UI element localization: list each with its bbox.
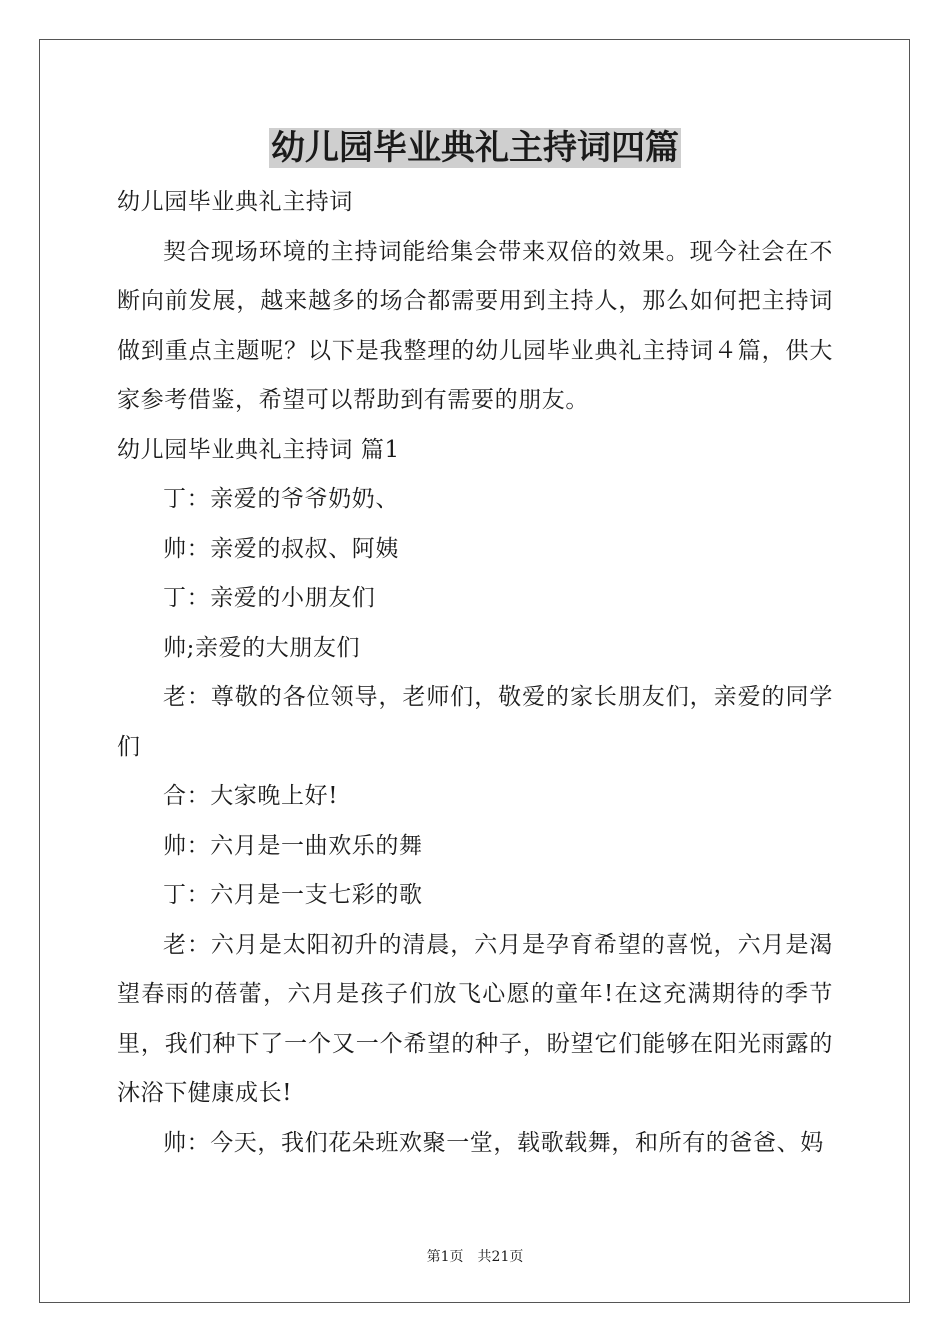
- document-body: [117, 178, 833, 1168]
- paragraph-dialogue: 合：大家晚上好!: [163, 783, 339, 809]
- document-title-text: 幼儿园毕业典礼主持词四篇: [271, 128, 679, 168]
- paragraph-dialogue: 丁：亲爱的小朋友们: [163, 585, 376, 611]
- paragraph-dialogue: 丁：亲爱的爷爷奶奶、: [163, 486, 399, 512]
- paragraph-dialogue: 帅;亲爱的大朋友们: [163, 634, 361, 661]
- paragraph-dialogue: 丁：六月是一支七彩的歌: [163, 882, 423, 908]
- page-number: 第1页: [426, 1249, 464, 1265]
- paragraph-dialogue: 帅：六月是一曲欢乐的舞: [163, 832, 423, 859]
- document-title: [0, 126, 950, 170]
- page-footer: [0, 1248, 950, 1266]
- paragraph-dialogue: 帅：今天，我们花朵班欢聚一堂，载歌载舞，和所有的爸爸、妈: [163, 1129, 824, 1156]
- paragraph-section-heading: 幼儿园毕业典礼主持词 篇1: [117, 436, 400, 463]
- paragraph-subtitle: 幼儿园毕业典礼主持词: [117, 189, 353, 215]
- paragraph-dialogue: 老：尊敬的各位领导，老师们，敬爱的家长朋友们，亲爱的同学们: [117, 684, 833, 760]
- paragraph-dialogue: 帅：亲爱的叔叔、阿姨: [163, 535, 399, 562]
- paragraph-dialogue: 老：六月是太阳初升的清晨，六月是孕育希望的喜悦，六月是渴望春雨的蓓蕾，六月是孩子们放飞心愿的童年!在这充满期待的季节里，我们种下了一个又一个希望的种子，盼望它们能够在阳光雨露的沐浴下健康成长!: [117, 931, 833, 1106]
- page-total: 共21页: [477, 1249, 524, 1265]
- paragraph-intro: 契合现场环境的主持词能给集会带来双倍的效果。现今社会在不断向前发展，越来越多的场合都需要用到主持人，那么如何把主持词做到重点主题呢？以下是我整理的幼儿园毕业典礼主持词４篇，供大家参考借鉴，希望可以帮助到有需要的朋友。: [117, 238, 833, 413]
